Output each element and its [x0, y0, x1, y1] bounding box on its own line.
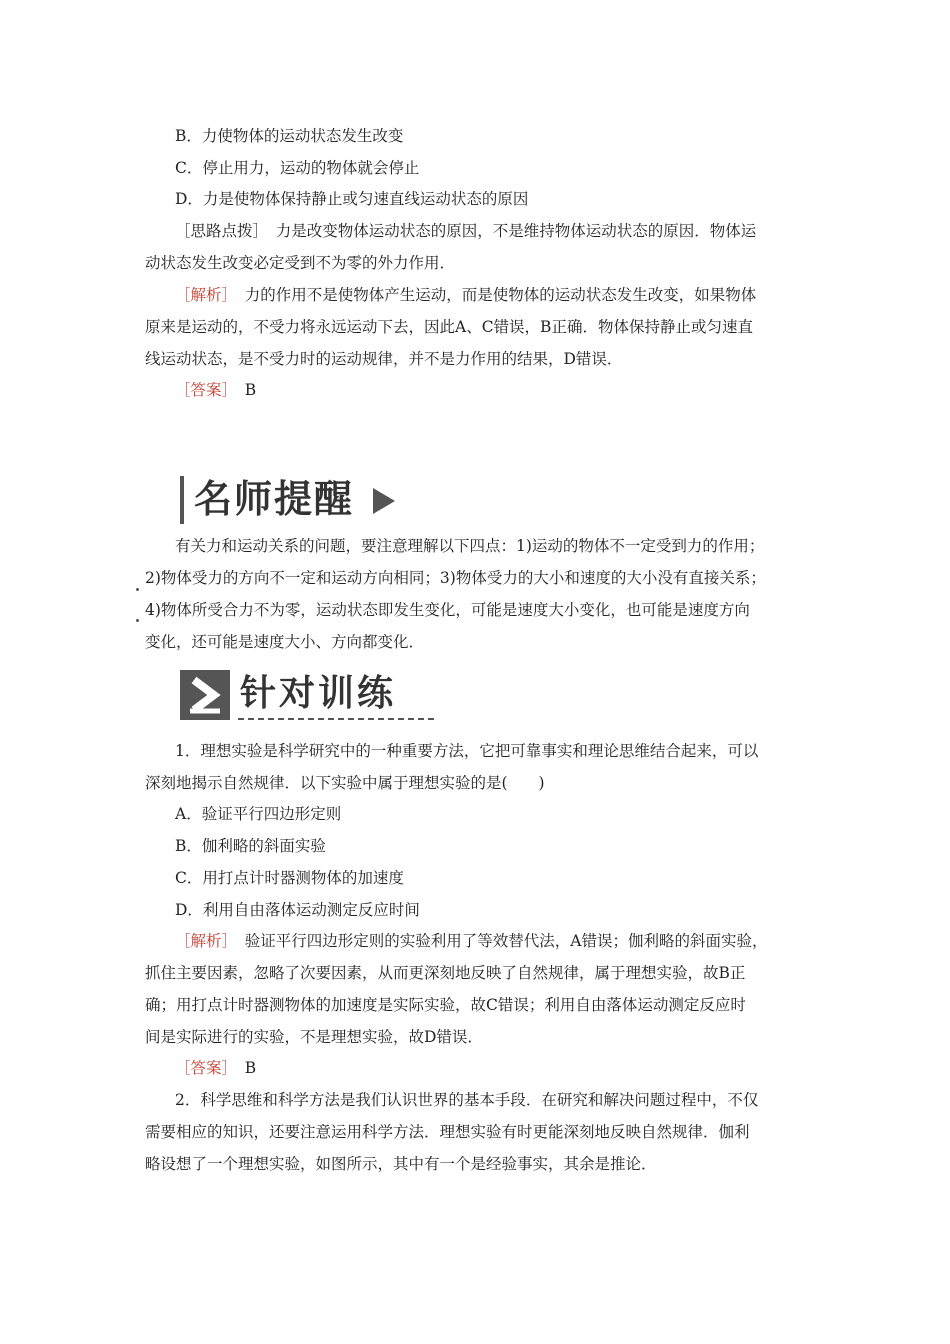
answer-line — [175, 380, 256, 400]
q1-analysis-tag: ［解析］ — [175, 932, 230, 950]
analysis-text: 力的作用不是使物体产生运动，而是使物体的运动状态发生改变，如果物体 — [244, 286, 757, 304]
q1-option-d: D．利用自由落体运动测定反应时间 — [175, 901, 420, 919]
hint-tag: ［思路点拨］ — [175, 222, 261, 240]
q1-option-a: A．验证平行四边形定则 — [175, 805, 342, 823]
q1-analysis-text: 验证平行四边形定则的实验利用了等效替代法，A错误；伽利略的斜面实验， — [244, 932, 768, 950]
q1-option-b: B．伽利略的斜面实验 — [175, 837, 326, 855]
q1-option-c: C．用打点计时器测物体的加速度 — [175, 869, 404, 887]
q1-answer-tag: ［答案］ — [175, 1059, 230, 1077]
option-d: D．力是使物体保持静止或匀速直线运动状态的原因 — [175, 190, 529, 208]
header-bar — [180, 476, 184, 524]
margin-dot — [136, 619, 139, 622]
analysis-line-2: 原来是运动的，不受力将永远运动下去，因此A、C错误，B正确．物体保持静止或匀速直 — [145, 318, 753, 336]
dashed-underline — [238, 718, 434, 720]
practice-title: 针对训练 — [240, 673, 397, 714]
q1-answer-value: B — [244, 1059, 257, 1077]
q1-answer-line — [175, 1058, 256, 1078]
analysis-line-1 — [175, 285, 756, 305]
q1-stem-line-1: 1．理想实验是科学研究中的一种重要方法，它把可靠事实和理论思维结合起来，可以 — [175, 742, 759, 760]
option-b: B．力使物体的运动状态发生改变 — [175, 127, 404, 145]
hint-line-2: 动状态发生改变必定受到不为零的外力作用． — [145, 254, 456, 272]
analysis-tag: ［解析］ — [175, 286, 230, 304]
q1-analysis-line-3: 确；用打点计时器测物体的加速度是实际实验，故C错误；利用自由落体运动测定反应时 — [145, 996, 746, 1014]
tip-line-2: 2)物体受力的方向不一定和运动方向相同；3)物体受力的大小和速度的大小没有直接关系； — [145, 569, 766, 587]
chevron-right-icon — [180, 670, 230, 720]
q2-stem-line-2: 需要相应的知识，还要注意运用科学方法．理想实验有时更能深刻地反映自然规律．伽利 — [145, 1123, 750, 1141]
option-c: C．停止用力，运动的物体就会停止 — [175, 159, 420, 177]
hint-text: 力是改变物体运动状态的原因，不是维持物体运动状态的原因．物体运 — [275, 222, 757, 240]
answer-value: B — [244, 381, 257, 399]
teacher-tip-header — [180, 474, 420, 526]
hint-line-1 — [175, 221, 756, 241]
practice-header — [180, 668, 435, 726]
play-triangle-icon — [373, 488, 395, 514]
analysis-line-3: 线运动状态，是不受力时的运动规律，并不是力作用的结果，D错误． — [145, 350, 623, 368]
q2-stem-line-3: 略设想了一个理想实验，如图所示，其中有一个是经验事实，其余是推论． — [145, 1155, 657, 1173]
teacher-tip-title: 名师提醒 — [194, 477, 355, 521]
q1-analysis-line-4: 间是实际进行的实验，不是理想实验，故D错误． — [145, 1028, 483, 1046]
q1-analysis-line-1 — [175, 931, 767, 951]
tip-line-3: 4)物体所受合力不为零，运动状态即发生变化，可能是速度大小变化，也可能是速度方向 — [145, 601, 750, 619]
q1-analysis-line-2: 抓住主要因素，忽略了次要因素，从而更深刻地反映了自然规律，属于理想实验，故B正 — [145, 964, 746, 982]
tip-line-1: 有关力和运动关系的问题，要注意理解以下四点：1)运动的物体不一定受到力的作用； — [175, 537, 765, 555]
tip-line-4: 变化，还可能是速度大小、方向都变化． — [145, 633, 425, 651]
answer-tag: ［答案］ — [175, 381, 230, 399]
q2-stem-line-1: 2．科学思维和科学方法是我们认识世界的基本手段．在研究和解决问题过程中，不仅 — [175, 1091, 759, 1109]
margin-dot — [136, 588, 139, 591]
q1-stem-line-2: 深刻地揭示自然规律．以下实验中属于理想实验的是( ) — [145, 774, 545, 792]
